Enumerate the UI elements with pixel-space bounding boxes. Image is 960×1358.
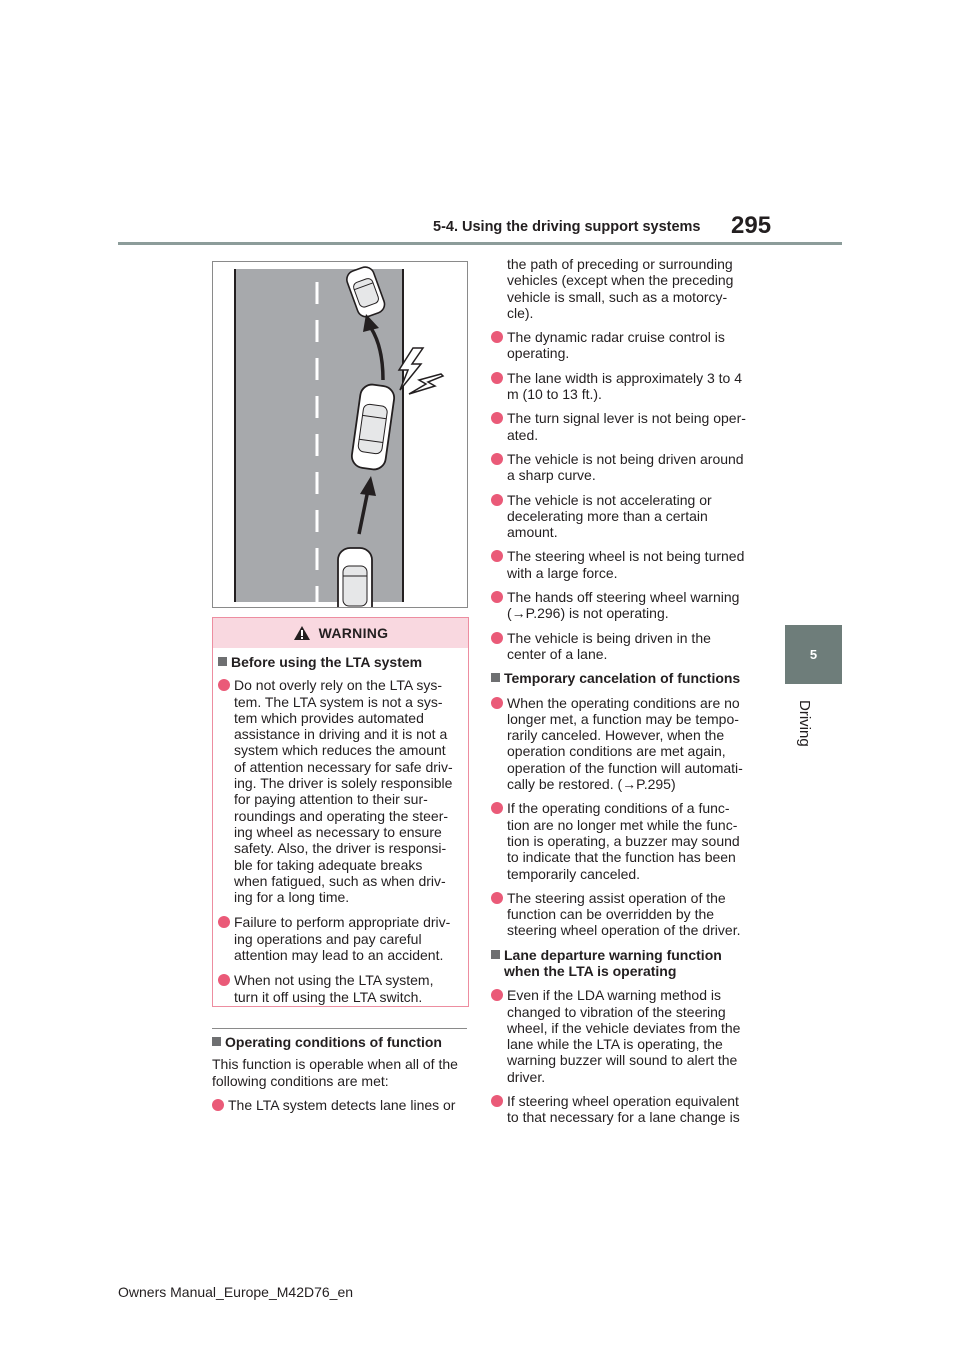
- bullet-dot-icon: [491, 372, 503, 384]
- warning-bullet: [218, 914, 460, 963]
- bullet-dot-icon: [212, 1099, 224, 1111]
- cancelation-bullet: [491, 890, 753, 939]
- bullet-dot-icon: [218, 679, 230, 691]
- bullet-dot-icon: [491, 802, 503, 814]
- bullet-text: Even if the LDA warning method is changed to vibration of the steering wheel, if the vehicle deviates from the lane while the LTA is operating, the warning buzzer will sound to alert the driver.: [507, 987, 741, 1085]
- heading-text: Operating conditions of function: [225, 1034, 442, 1050]
- bullet-dot-icon: [218, 974, 230, 986]
- cancelation-bullet: [491, 800, 753, 881]
- bullet-dot-icon: [491, 697, 503, 709]
- lane-departure-bullet: [491, 987, 753, 1085]
- lane-departure-bullet: [491, 1093, 753, 1126]
- bullet-dot-icon: [491, 331, 503, 343]
- warning-triangle-icon: [293, 625, 311, 641]
- bullet-dot-icon: [491, 412, 503, 424]
- warning-title: WARNING: [318, 625, 389, 641]
- bullet-text: If steering wheel operation equivalent to that necessary for a lane change is: [507, 1093, 740, 1126]
- bullet-text: The turn signal lever is not being oper- ated.: [507, 410, 746, 443]
- continued-paragraph: the path of preceding or surrounding vehicles (except when the preceding vehicle is small, such as a motorcy- cle).: [507, 256, 734, 321]
- bullet-text: The vehicle is being driven in the center of a lane.: [507, 629, 711, 662]
- temporary-cancelation-heading: [491, 670, 753, 686]
- warning-heading: [218, 654, 460, 670]
- condition-bullet: [491, 370, 753, 403]
- bullet-dot-icon: [491, 453, 503, 465]
- lightning-icon: [399, 348, 443, 394]
- warning-heading-text: Before using the LTA system: [231, 654, 423, 670]
- bullet-text: The steering assist operation of the function can be overridden by the steering wheel operation of the driver.: [507, 889, 741, 939]
- section-divider: [212, 1028, 467, 1029]
- bullet-dot-icon: [491, 591, 503, 603]
- page-number: 295: [731, 212, 772, 239]
- warning-bullet: [218, 972, 460, 1005]
- condition-bullet: [491, 589, 753, 622]
- bullet-dot-icon: [218, 916, 230, 928]
- bullet-dot-icon: [491, 550, 503, 562]
- bullet-text: The hands off steering wheel warning (→P.296) is not operating.: [507, 589, 740, 622]
- square-bullet-icon: [212, 1037, 221, 1046]
- heading-text: Temporary cancelation of functions: [504, 670, 741, 687]
- chapter-number: 5: [809, 647, 818, 662]
- warning-bullet-text: Do not overly rely on the LTA sys- tem. The LTA system is not a sys- tem which provides automated assistance in driving and it is not a system which reduces the amount of attention necessary for safe driv- ing. The driver is solely responsible for paying attention to their sur- roundings and operating the steer- ing wheel as necessary to ensure safety. Also, the driver is responsi- ble for taking adequate breaks when fatigued, such as when driv- ing for a long time.: [234, 677, 453, 906]
- bullet-text: The steering wheel is not being turned with a large force.: [507, 548, 745, 581]
- bullet-dot-icon: [491, 632, 503, 644]
- lane-change-illustration: [212, 261, 468, 608]
- warning-bullet-text: Failure to perform appropriate driv- ing operations and pay careful attention may lead to an accident.: [234, 914, 451, 964]
- bullet-text: The vehicle is not being driven around a sharp curve.: [507, 450, 744, 484]
- bullet-text: When the operating conditions are no longer met, a function may be tempo- rarily canceled. However, when the operation conditions are met again, operation of the function will automati- cally be restored. (→P.295): [507, 694, 743, 793]
- heading-text: Lane departure warning function when the LTA is operating: [504, 946, 722, 979]
- condition-bullet: [491, 492, 753, 541]
- bullet-dot-icon: [491, 989, 503, 1001]
- condition-bullet: [491, 630, 753, 663]
- bullet-text: The LTA system detects lane lines or: [228, 1096, 456, 1113]
- condition-bullet: [491, 548, 753, 581]
- bullet-text: If the operating conditions of a func- tion are no longer met while the func- tion is operating, a buzzer may sound to indicate that the function has been temporarily canceled.: [507, 800, 740, 882]
- bullet-text: The lane width is approximately 3 to 4 m (10 to 13 ft.).: [507, 369, 743, 403]
- chapter-number-tab: [785, 625, 842, 684]
- section-title: 5-4. Using the driving support systems: [433, 219, 701, 235]
- chapter-name: Driving: [796, 700, 813, 747]
- square-bullet-icon: [491, 673, 500, 682]
- header-divider: [118, 242, 842, 245]
- intro-paragraph: This function is operable when all of the following conditions are met:: [212, 1056, 458, 1089]
- bullet-text: The vehicle is not accelerating or decelerating more than a certain amount.: [507, 491, 712, 541]
- warning-box: [212, 617, 469, 1007]
- square-bullet-icon: [491, 950, 500, 959]
- bullet-dot-icon: [491, 494, 503, 506]
- left-column: [212, 1028, 470, 1113]
- condition-bullet: [491, 451, 753, 484]
- right-column: [491, 256, 753, 1126]
- warning-bullet-text: When not using the LTA system, turn it off using the LTA switch.: [234, 972, 434, 1005]
- condition-bullet: [212, 1097, 470, 1113]
- warning-header: [213, 618, 468, 648]
- footer-document-id: Owners Manual_Europe_M42D76_en: [118, 1284, 354, 1300]
- cancelation-bullet: [491, 695, 753, 793]
- bullet-dot-icon: [491, 1095, 503, 1107]
- road-diagram: [213, 262, 467, 607]
- car-bottom-icon: [338, 548, 372, 607]
- bullet-text: The dynamic radar cruise control is operating.: [507, 329, 725, 362]
- operating-conditions-heading: [212, 1034, 470, 1050]
- warning-bullet: [218, 677, 460, 905]
- lane-departure-heading: [491, 947, 753, 980]
- condition-bullet: [491, 329, 753, 362]
- square-bullet-icon: [218, 657, 227, 666]
- condition-bullet: [491, 410, 753, 443]
- bullet-dot-icon: [491, 892, 503, 904]
